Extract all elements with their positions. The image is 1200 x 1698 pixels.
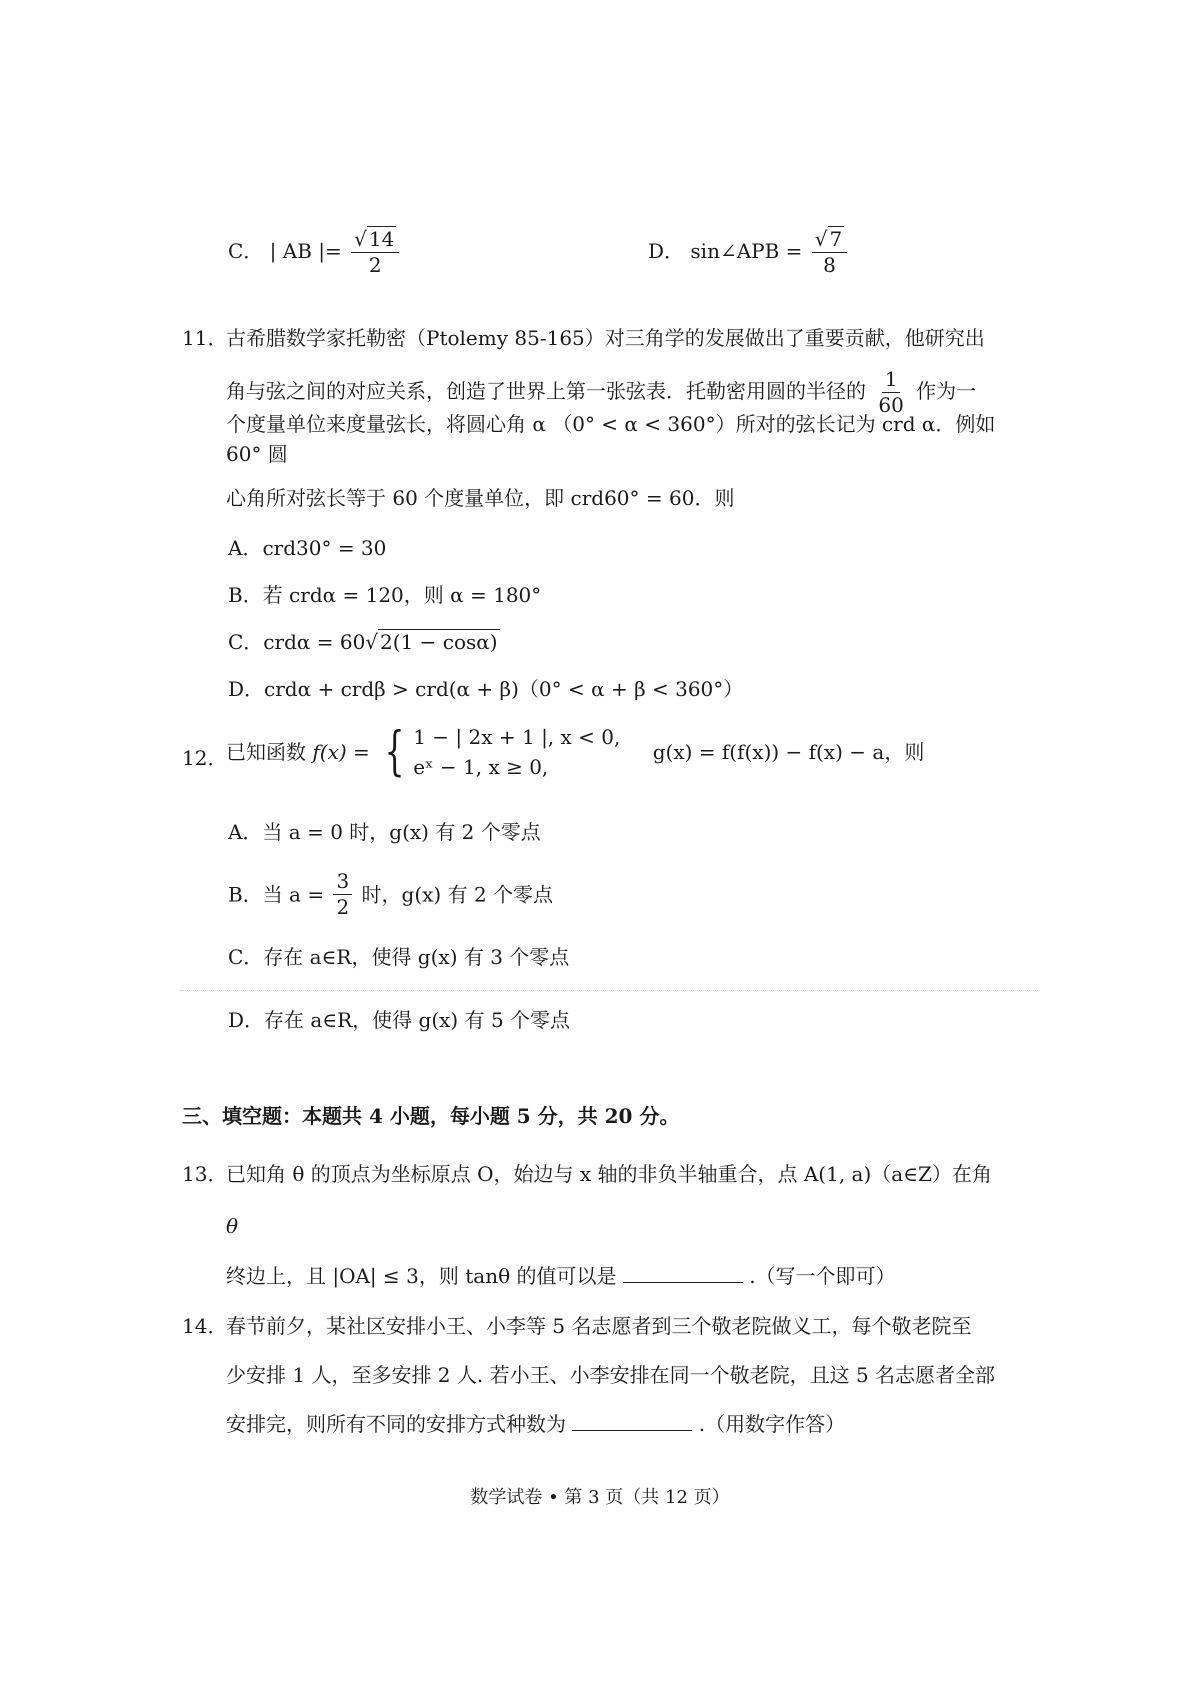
answer-blank[interactable] <box>572 1412 692 1431</box>
q14-line1: 春节前夕，某社区安排小王、小李等 5 名志愿者到三个敬老院做义工，每个敬老院至 <box>226 1314 972 1338</box>
text: g(x) = f(f(x)) − f(x) − a，则 <box>652 740 925 764</box>
q13-line3 <box>226 1264 896 1288</box>
q13-line1: 已知角 θ 的顶点为坐标原点 O，始边与 x 轴的非负半轴重合，点 A(1, a)（a∈Z）在角 <box>226 1162 992 1186</box>
q10-option-c <box>228 228 402 277</box>
q12-option-d: D．存在 a∈R，使得 g(x) 有 5 个零点 <box>228 1008 571 1032</box>
option-label: C． <box>228 239 264 263</box>
option-text: | AB |= <box>269 239 342 263</box>
q11-option-d: D．crdα + crdβ > crd(α + β)（0° < α + β < 360°） <box>228 677 744 701</box>
q14-line2: 少安排 1 人，至多安排 2 人. 若小王、小李安排在同一个敬老院，且这 5 名志愿者全部 <box>226 1363 996 1387</box>
brace: { <box>384 722 405 782</box>
text: 时，g(x) 有 2 个零点 <box>361 882 554 907</box>
text: .（用数字作答） <box>698 1412 846 1436</box>
question-number: 13． <box>182 1162 228 1186</box>
q11-line3: 个度量单位来度量弦长，将圆心角 α （0° < α < 360°）所对的弦长记为 crd α．例如 <box>226 412 996 436</box>
page-footer: 数学试卷 • 第 3 页（共 12 页） <box>470 1487 730 1508</box>
dotted-divider <box>180 990 1040 991</box>
fraction-numerator: 14 <box>368 227 395 251</box>
q11-option-a: A．crd30° = 30 <box>228 536 387 560</box>
piecewise-function <box>376 722 620 782</box>
case-2: eˣ − 1, x ≥ 0, <box>413 755 549 779</box>
q11-line2 <box>226 368 976 417</box>
case-1: 1 − | 2x + 1 |, x < 0, <box>413 725 621 749</box>
text: B．当 a = <box>228 882 325 907</box>
text: 安排完，则所有不同的安排方式种数为 <box>226 1412 566 1436</box>
q11-option-c: C．crdα = 60√ 2(1 − cosα) <box>228 630 498 654</box>
text: C．crdα = 60 <box>228 630 366 654</box>
fraction-numerator: 1 <box>882 368 901 393</box>
text: 角与弦之间的对应关系，创造了世界上第一张弦表．托勒密用圆的半径的 <box>226 379 866 403</box>
q11-line4: 60° 圆 <box>226 442 288 466</box>
q12-stem <box>226 722 924 782</box>
text: 作为一 <box>916 379 977 403</box>
q13-line2: θ <box>226 1214 239 1238</box>
fraction: $\frac{√ 14}{2}$ <box>351 228 399 277</box>
fraction-denominator: 60 <box>878 393 904 417</box>
q12-option-b <box>228 870 553 919</box>
q12-option-c: C．存在 a∈R，使得 g(x) 有 3 个零点 <box>228 945 570 969</box>
text: .（写一个即可） <box>749 1264 896 1288</box>
fraction-numerator: 7 <box>829 227 843 251</box>
q10-option-d <box>648 228 850 277</box>
fraction-denominator: 2 <box>336 895 350 919</box>
answer-blank[interactable] <box>623 1264 743 1283</box>
radicand: 2(1 − cosα) <box>380 630 498 654</box>
section-heading: 三、填空题：本题共 4 小题，每小题 5 分，共 20 分。 <box>182 1104 680 1128</box>
text: 终边上，且 |OA| ≤ 3，则 tanθ 的值可以是 <box>226 1264 617 1288</box>
q11-option-b: B．若 crdα = 120，则 α = 180° <box>228 583 542 607</box>
q12-option-a: A．当 a = 0 时，g(x) 有 2 个零点 <box>228 820 541 844</box>
fraction-denominator: 8 <box>823 253 836 277</box>
fraction-denominator: 2 <box>368 253 382 277</box>
q11-line5: 心角所对弦长等于 60 个度量单位，即 crd60° = 60．则 <box>226 486 735 510</box>
option-text: sin∠APB = <box>690 239 803 263</box>
fraction <box>875 368 906 417</box>
option-label: D． <box>648 239 685 263</box>
fraction <box>333 870 352 919</box>
fraction: $\frac{√ 7}{8}$ <box>812 228 847 277</box>
fraction-numerator: 3 <box>333 870 352 895</box>
function-name: f(x) = <box>312 740 370 764</box>
text: 已知函数 <box>226 740 306 764</box>
question-number: 14． <box>182 1314 228 1338</box>
q11-line1: 古希腊数学家托勒密（Ptolemy 85-165）对三角学的发展做出了重要贡献，他研究出 <box>226 326 985 350</box>
question-number: 12． <box>182 746 228 770</box>
q14-line3 <box>226 1412 845 1436</box>
question-number: 11． <box>182 326 228 350</box>
